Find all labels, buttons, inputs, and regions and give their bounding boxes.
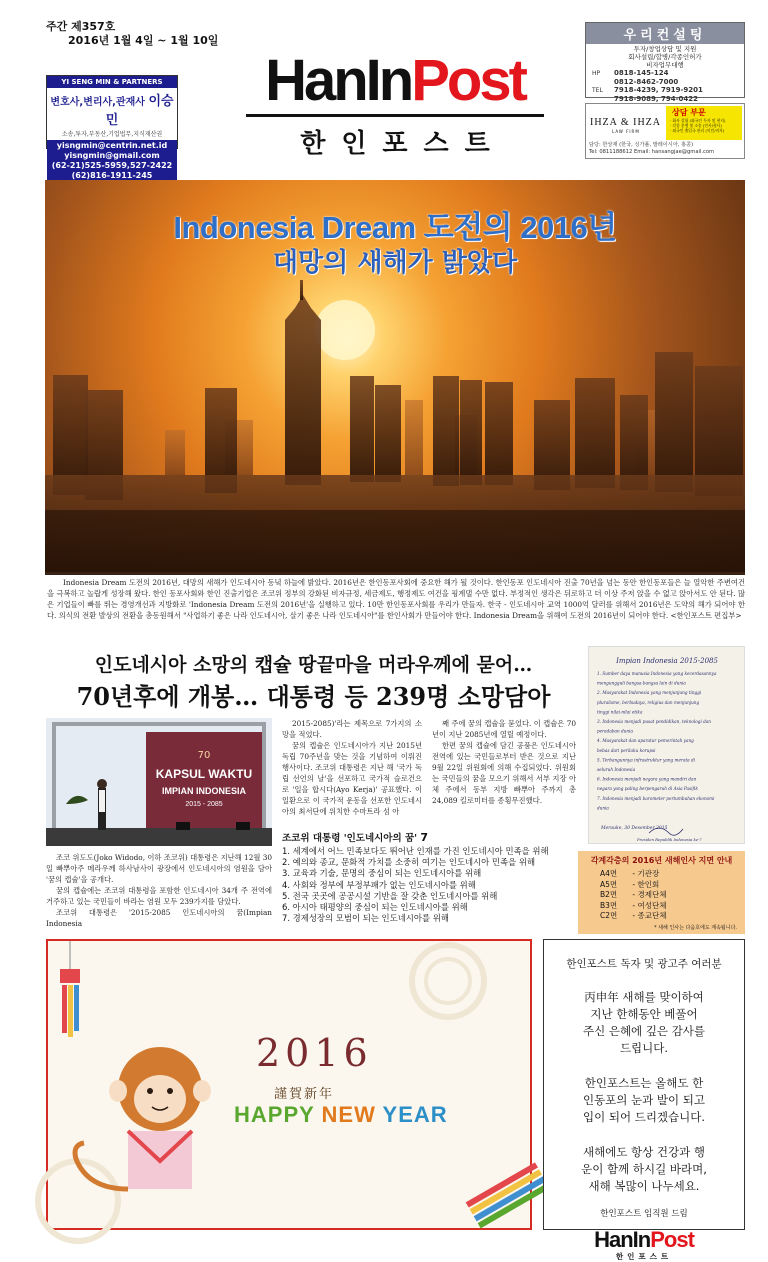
greetings-index-section: 경제단체 [637,890,667,899]
story-headline-1: 인도네시아 소망의 캡슐 땅끝마을 머라우께에 묻어… [94,654,533,676]
card-year: 2016 [256,1031,373,1075]
masthead-wordmark: HanInPost [265,48,525,113]
ad-ihza-footer: 담당: 한상재 (한국, 싱가폴, 발레이시아, 홍콩) Tel: 0811188612 Email: hansangjae@gmail.com [589,142,715,155]
hero-caption: Indonesia Dream 도전의 2016년, 대망의 새해가 인도네시아 동녘 하늘에 밝았다. 2016년은 한인동포사회에 중요한 해가 될 것이다. 한인동포 인도네시아 진출 70년을 넘는 동안 한인동포들은 늘 열악한 주변여건을 극복하고 놀랍게 성장해 왔다. 한인 동포사회와 한인 진출기업은 조코위 정부의 강화된 비자규정, 세금제도, 행정제도 여건을 핑계댈 수만 없다. 부정적인 생각은 뒤로하고 더 이상 주저 앉을 수 없고 앉아서도 안 된다. 많은 기업들이 빠를 뛰는 경영개선과 지방화로 'Indonesia Dream 도전의 2016년'을 실행하고 있다. 10만 한인동포사회를 우리가 만들자. 한국 - 인도네시아 교역 1000억 달러를 위해서 2016년은 도약의 해가 되어야 한다. 의식의 전환 발상의 전환을 총동원해서 "사업하기 좋은 나라 인도네시아, 살기 좋은 나라 인도네시아"를 한인사회가 만들어야 한다. Indonesia Dream을 위해여 도전의 2016년이 되어야 한다. <한인포스트 편집부> [47,578,745,620]
card-chinese-greeting: 謹賀新年 [274,1087,335,1102]
ceremony-stage-illustration [46,718,272,846]
ad-law-firm-name: YI SENG MIN & PARTNERS [47,76,177,88]
greetings-index-page: B2면 [600,890,618,899]
greetings-index-page: A5면 [600,879,618,889]
letter-line: 6. Indonesia menjadi negara yang mandiri dan [597,776,697,782]
ad-law-services: 소송,투자,부동산,기업법무,지식재산권 [61,131,163,138]
letter-line: seluruh Indonesia [597,767,636,772]
ad-law-contacts: yisngmin@centrin.net.id yisngmin@gmail.com (62-21)525-5959,527-2422 (62)816-1911-245 [47,140,177,182]
letter-line: dunia [597,805,609,811]
ad-consulting[interactable]: 우리컨설팅 투자/창업상담 및 지원 회사설립/합병/각종인허가 비자업무대행 HP 0818-145-124 0812-8462-7000 TEL 7918-4239, 7919-9201 7918-9089, 794-0422 [585,22,745,98]
handwritten-letter [589,647,746,845]
dream-item: 6. 아시아 태평양의 중심이 되는 인도네시아를 위해 [282,902,468,913]
dreams-list [282,846,582,924]
photo-banner-3: 2015 - 2085 [185,801,223,808]
ad-consulting-hp: HP 0818-145-124 [592,69,669,77]
notice-paragraph-1: 丙申年 새해를 맞이하여 지난 한해동안 베풀어 주신 은혜에 깊은 감사를 드립니다. [582,990,706,1055]
letter-line: negara yang paling berpengaruh di Asia Pasifik [597,786,698,792]
story-column-1: 조코 위도도(Joko Widodo, 이하 조코위) 대통령은 지난해 12월 30일 빠뿌아주 메라우께 하사남사이 광장에서 인도네시아의 염원을 담아 '꿈의 캡슐'을 공개다. 꿈의 캡슐에는 조코위 대통령을 포함한 인도네시아 34개 주 전역에 거주하고 있는 국민들이 바라는 염원 모두 239가지를 담았다. 조코위 대통령은 '2015-2085 인도네시아의 꿈(Impian Indonesia [46,853,272,928]
dreams-list-box [282,830,582,924]
greetings-index-row: C2면 - 종교단체 [600,911,667,920]
letter-line: 7. Indonesia menjadi barometer pertumbuhan ekonomi [597,795,715,801]
story-column-3: 째 주에 꿈의 캡슐을 묻었다. 이 캡슐은 70년이 지난 2085년에 열릴 예정이다. 한편 꿈의 캡슐에 담긴 공품은 인도네시아 전역에 있는 국민들로부터 받은 것으로 지난 9월 22일 위원회에 의해 수집되었다. 위원회는 국민들의 꿈을 모으기 위해서 서부 지장 아체 주에서 동부 지방 빠뿌아 주까지 총 24,089 킬로미터를 종횡무진했다. [432,719,576,805]
greetings-index-row: A4면 - 기관장 [600,869,660,878]
masthead-rule [246,114,544,117]
story-headline-2: 70년후에 개봉… 대통령 등 239명 소망담아 [76,682,551,711]
color-stripes [466,1162,550,1228]
letter-line: 3. Indonesia menjadi pusat pendidikan, teknologi dan [597,719,711,724]
greetings-index-section: 종교단체 [637,911,667,920]
hero-photo [45,180,745,572]
letter-line: 2. Masyarakat Indonesia yang menjunjung tinggi [597,690,702,696]
greetings-index-note: * 새해 인사는 다음호에도 계속됩니다. [654,924,737,931]
hero-headline-2: 대망의 새해가 밝았다 [272,248,518,278]
greetings-index-row: B3면 - 여성단체 [600,900,667,910]
greetings-index-title: 각계각층의 2016년 새해인사 지면 안내 [590,856,733,865]
ad-ihza[interactable] [585,103,745,159]
letter-line: 5. Terbangunnya infrastruktur yang merata di [597,757,696,763]
ad-ihza-sub: LAW FIRM [612,129,640,134]
greetings-index-section: 여성단체 [637,900,667,910]
greetings-index-row: A5면 - 한인회 [600,879,660,889]
letter-signer: Presiden Republik Indonesia ke-7 [637,837,702,842]
photo-banner-1: KAPSUL WAKTU [155,767,253,781]
notice-signature: 한인포스트 임직원 드림 [600,1209,688,1219]
letter-line: tinggi nilai-nilai etika [597,709,643,715]
dream-item: 5. 전국 곳곳에 공공시설 기반을 잘 갖춘 인도네시아를 위해 [282,890,498,901]
greetings-index-page: C2면 [600,911,618,920]
letter-line: peradaban dunia [597,728,633,734]
dreams-title: 조코위 대통령 '인도네시아의 꿈' 7 [282,831,429,844]
letter-line: 1. Sumber daya manusia Indonesia yang kecerdasannya [597,671,717,676]
hero-headline-1: Indonesia Dream 도전의 2016년 [173,210,617,245]
notice-paragraph-2: 한인포스트는 올해도 한 인동포의 눈과 발이 되고 입이 되어 드리겠습니다. [582,1076,706,1124]
notice-logo: HanInPost [594,1227,694,1252]
ad-consulting-tel: TEL 7918-4239, 7919-9201 [592,86,703,94]
issue-dates: 2016년 1월 4일 ~ 1월 10일 [68,34,219,47]
ad-law-firm[interactable] [46,75,178,180]
card-happy-new-year: HAPPY NEW YEAR [234,1102,448,1127]
ad-consulting-name: 우리컨설팅 [586,23,744,44]
masthead-logo[interactable] [240,50,550,160]
photo-emblem: 70 [197,750,211,761]
greetings-index-row: B2면 - 경제단체 [600,890,667,899]
letter-title: Impian Indonesia 2015-2085 [616,657,718,665]
letter-date: Merauke, 30 Desember 2015 [601,826,668,831]
handwritten-letter-image [588,646,745,844]
ad-consulting-services: 투자/창업상담 및 지원 회사설립/합병/각종인허가 비자업무대행 [628,45,702,69]
dream-item: 3. 교육과 기술, 문명의 중심이 되는 인도네시아를 위해 [282,868,482,879]
ad-ihza-badge: 상담 부문 · 회사 설립 (외국인 투자 및 현지) · 각종 분쟁 및 소송 (민사/형사) · 외국인 출입국 관리 (이민/비자) [666,106,742,140]
greetings-index-page: B3면 [600,900,618,910]
masthead-korean: 한인포스트 [300,129,506,159]
dream-item: 1. 세계에서 어느 민족보다도 뛰어난 인재를 가진 인도네시아 민족을 위해 [282,846,549,856]
new-year-card [46,939,532,1230]
new-year-notice [543,939,745,1261]
letter-line: 4. Masyarakat dan aparatur pemerintah yang [597,738,694,744]
greetings-index-section: 한인회 [637,879,660,889]
dream-item: 7. 경제성장의 모범이 되는 인도네시아를 위해 [282,913,449,924]
issue-info [46,20,218,48]
notice-paragraph-3: 새해에도 항상 건강과 행 운이 함께 하시길 바라며, 새해 복많이 나누세요. [581,1145,707,1193]
letter-line: mengungguli bangsa-bangsa lain di dunia [597,680,686,686]
issue-number: 주간 제357호 [46,20,116,33]
letter-line: pluralisme, berbudaya, religius dan menjunjung [597,699,700,705]
greetings-index-page: A4면 [600,869,618,878]
greetings-index-box [578,851,745,934]
notice-logo-korean: 한인포스트 [615,1252,673,1261]
ad-law-lawyer-name: 이승민 [105,94,174,128]
dream-item: 4. 사회와 정부에 부정부패가 없는 인도네시아를 위해 [282,879,476,890]
ad-law-title: 변호사,변리사,관재사 이승민 [50,94,174,128]
notice-heading: 한인포스트 독자 및 광고주 여러분 [566,958,722,970]
dream-item: 2. 예의와 종교, 문화적 가치를 소중히 여기는 인도네시아 민족을 위해 [282,857,536,868]
ad-ihza-name: IHZA & IHZA [590,117,661,128]
photo-banner-2: IMPIAN INDONESIA [161,786,247,796]
letter-line: bebas dari perilaku korupsi [597,747,656,753]
story-column-2: 2015-2085)'라는 제목으로 7가지의 소망을 적었다. 꿈의 캡슐은 인도네시아가 지난 2015년 독립 70주년을 맞는 것을 기념하여 이뤄진 행사이다. 조코위 대통령은 지난 해 '국가 독립 선언의 날'을 선포하고 국가적 슬로건으로 '일을 합시다(Ayo Kerja)' 공표했다. 이 일환으로 이 국가적 운동을 선포한 인도네시아의 최서단에 위치한 수마트라 섬 아 [282,719,422,816]
story-photo [46,718,272,846]
greetings-index-section: 기관장 [637,869,660,878]
